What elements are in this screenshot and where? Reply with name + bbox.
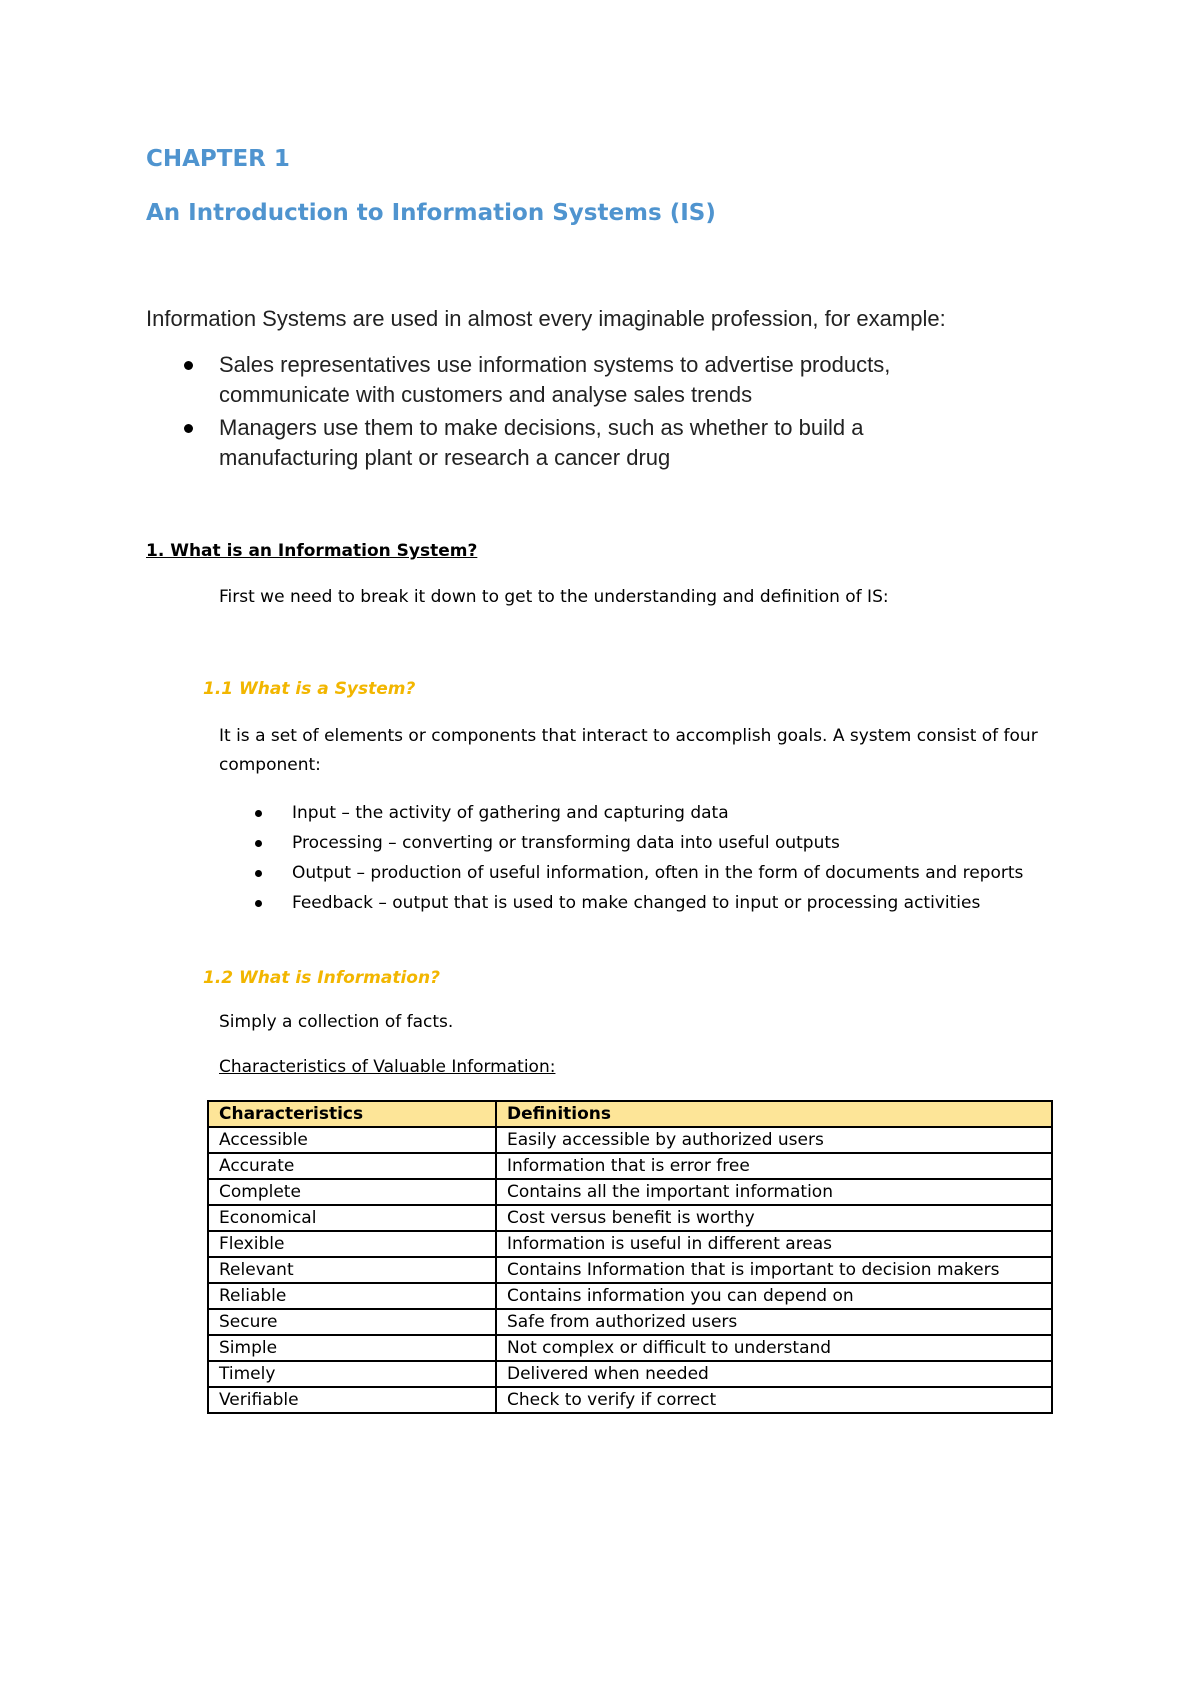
- bullet-icon: [255, 810, 262, 817]
- section-intro-text: First we need to break it down to get to the understanding and definition of IS:: [219, 587, 889, 607]
- list-item: [219, 798, 1049, 828]
- list-item-text: Managers use them to make decisions, such as whether to build a manufacturing plant or research a cancer drug: [219, 415, 864, 470]
- table-row: [208, 1283, 1052, 1309]
- table-cell-definition: Contains information you can depend on: [496, 1283, 1052, 1309]
- table-cell-characteristic: Accessible: [208, 1127, 496, 1153]
- list-item-text: Input – the activity of gathering and capturing data: [292, 803, 729, 823]
- table-cell-characteristic: Timely: [208, 1361, 496, 1387]
- table-cell-definition: Information that is error free: [496, 1153, 1052, 1179]
- list-item-text: Processing – converting or transforming data into useful outputs: [292, 833, 840, 853]
- table-row: [208, 1309, 1052, 1335]
- characteristics-table: [207, 1100, 1053, 1414]
- table-cell-characteristic: Economical: [208, 1205, 496, 1231]
- list-item-text: Feedback – output that is used to make changed to input or processing activities: [292, 893, 981, 913]
- table-cell-characteristic: Complete: [208, 1179, 496, 1205]
- list-item-text: Sales representatives use information systems to advertise products, communicate with customers and analyse sales trends: [219, 352, 891, 407]
- table-row: [208, 1257, 1052, 1283]
- information-definition-text: Simply a collection of facts.: [219, 1012, 454, 1032]
- list-item: [219, 858, 1049, 888]
- table-row: [208, 1153, 1052, 1179]
- table-cell-characteristic: Simple: [208, 1335, 496, 1361]
- table-row: [208, 1361, 1052, 1387]
- table-cell-characteristic: Relevant: [208, 1257, 496, 1283]
- intro-list: [146, 350, 1006, 476]
- table-row: [208, 1205, 1052, 1231]
- table-row: [208, 1387, 1052, 1413]
- column-header-definitions: Definitions: [496, 1101, 1052, 1127]
- table-cell-characteristic: Accurate: [208, 1153, 496, 1179]
- bullet-icon: [255, 870, 262, 877]
- table-header-row: [208, 1101, 1052, 1127]
- system-definition-text: It is a set of elements or components that interact to accomplish goals. A system consist of four component:: [219, 726, 1038, 775]
- column-header-characteristics: Characteristics: [208, 1101, 496, 1127]
- table-cell-definition: Contains Information that is important to decision makers: [496, 1257, 1052, 1283]
- chapter-label: CHAPTER 1: [146, 146, 290, 172]
- table-cell-characteristic: Secure: [208, 1309, 496, 1335]
- table-cell-definition: Check to verify if correct: [496, 1387, 1052, 1413]
- bullet-icon: [255, 840, 262, 847]
- list-item: [219, 828, 1049, 858]
- table-row: [208, 1231, 1052, 1257]
- list-item: [219, 888, 1049, 918]
- table-row: [208, 1179, 1052, 1205]
- list-item: [146, 350, 1006, 410]
- table-cell-definition: Information is useful in different areas: [496, 1231, 1052, 1257]
- table-cell-definition: Delivered when needed: [496, 1361, 1052, 1387]
- bullet-icon: [184, 361, 193, 370]
- system-components-list: [219, 798, 1049, 918]
- list-item-text: Output – production of useful information, often in the form of documents and reports: [292, 863, 1024, 883]
- list-item: [146, 413, 1006, 473]
- table-cell-definition: Not complex or difficult to understand: [496, 1335, 1052, 1361]
- table-row: [208, 1335, 1052, 1361]
- characteristics-heading: Characteristics of Valuable Information:: [219, 1057, 556, 1077]
- table-cell-definition: Contains all the important information: [496, 1179, 1052, 1205]
- table-cell-definition: Safe from authorized users: [496, 1309, 1052, 1335]
- table-cell-characteristic: Flexible: [208, 1231, 496, 1257]
- table-cell-characteristic: Verifiable: [208, 1387, 496, 1413]
- subsection-heading-system: 1.1 What is a System?: [203, 679, 416, 699]
- bullet-icon: [255, 900, 262, 907]
- table-cell-definition: Cost versus benefit is worthy: [496, 1205, 1052, 1231]
- bullet-icon: [184, 424, 193, 433]
- section-heading-what-is-is: 1. What is an Information System?: [146, 541, 478, 561]
- table-row: [208, 1127, 1052, 1153]
- intro-text: Information Systems are used in almost every imaginable profession, for example:: [146, 306, 946, 331]
- table-cell-definition: Easily accessible by authorized users: [496, 1127, 1052, 1153]
- subsection-heading-information: 1.2 What is Information?: [203, 968, 440, 988]
- chapter-title: An Introduction to Information Systems (IS): [146, 200, 716, 226]
- table-cell-characteristic: Reliable: [208, 1283, 496, 1309]
